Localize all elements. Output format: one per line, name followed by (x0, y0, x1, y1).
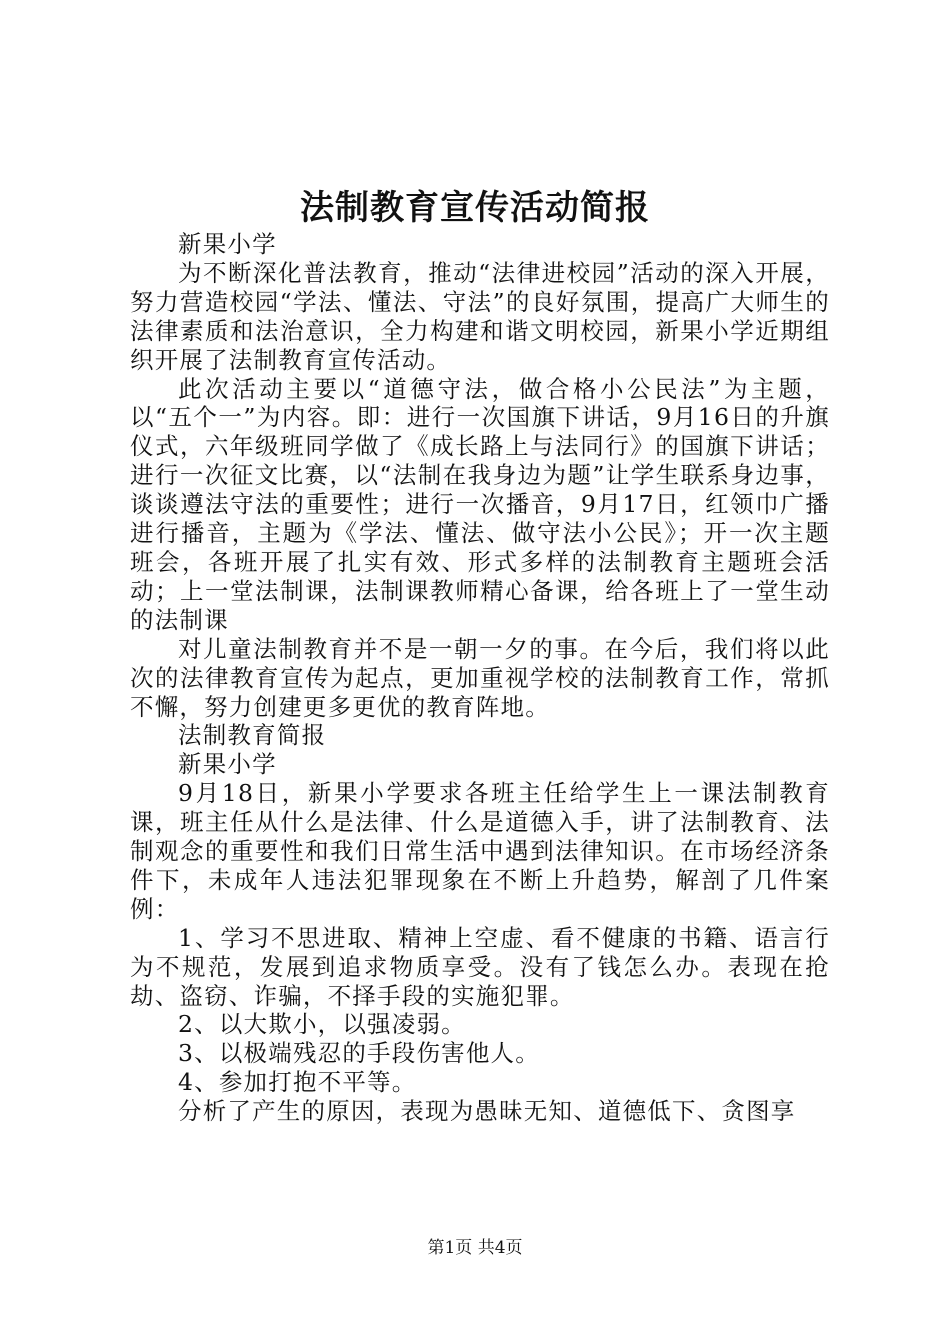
paragraph-conclusion: 对儿童法制教育并不是一朝一夕的事。在今后，我们将以此次的法律教育宣传为起点，更加重视学校的法制教育工作，常抓不懈，努力创建更多更优的教育阵地。 (130, 634, 830, 721)
paragraph-case-2: 2、以大欺小，以强凌弱。 (178, 1010, 466, 1039)
paragraph-lesson: 9月18日，新果小学要求各班主任给学生上一课法制教育课，班主任从什么是法律、什么是道德入手，讲了法制教育、法制观念的重要性和我们日常生活中遇到法律知识。在市场经济条件下，未成年人违法犯罪现象在不断上升趋势，解剖了几件案例： (130, 779, 830, 923)
paragraph-case-4: 4、参加打抱不平等。 (178, 1068, 417, 1097)
paragraph-analysis: 分析了产生的原因，表现为愚昧无知、道德低下、贪图享 (178, 1097, 796, 1126)
paragraph-school-name: 新果小学 (178, 230, 277, 258)
document-body (130, 230, 830, 1126)
paragraph-school-name-2: 新果小学 (178, 750, 277, 779)
document-title: 法制教育宣传活动简报 (300, 188, 650, 228)
paragraph-intro: 为不断深化普法教育，推动“法律进校园”活动的深入开展，努力营造校园“学法、懂法、守法”的良好氛围，提高广大师生的法律素质和法治意识，全力构建和谐文明校园，新果小学近期组织开展了法制教育宣传活动。 (130, 258, 830, 374)
paragraph-activities: 此次活动主要以“道德守法，做合格小公民法”为主题，以“五个一”为内容。即：进行一次国旗下讲话，9月16日的升旗仪式，六年级班同学做了《成长路上与法同行》的国旗下讲话；进行一次征文比赛，以“法制在我身边为题”让学生联系身边事，谈谈遵法守法的重要性；进行一次播音，9月17日，红领巾广播进行播音，主题为《学法、懂法、做守法小公民》；开一次主题班会，各班开展了扎实有效、形式多样的法制教育主题班会活动；上一堂法制课，法制课教师精心备课，给各班上了一堂生动的法制课 (130, 374, 830, 634)
page-number-footer: 第1页 共4页 (427, 1238, 523, 1258)
paragraph-case-3: 3、以极端残忍的手段伤害他人。 (178, 1039, 540, 1068)
paragraph-second-title: 法制教育简报 (178, 721, 327, 750)
paragraph-case-1: 1、学习不思进取、精神上空虚、看不健康的书籍、语言行为不规范，发展到追求物质享受。没有了钱怎么办。表现在抢劫、盗窃、诈骗，不择手段的实施犯罪。 (130, 923, 830, 1010)
